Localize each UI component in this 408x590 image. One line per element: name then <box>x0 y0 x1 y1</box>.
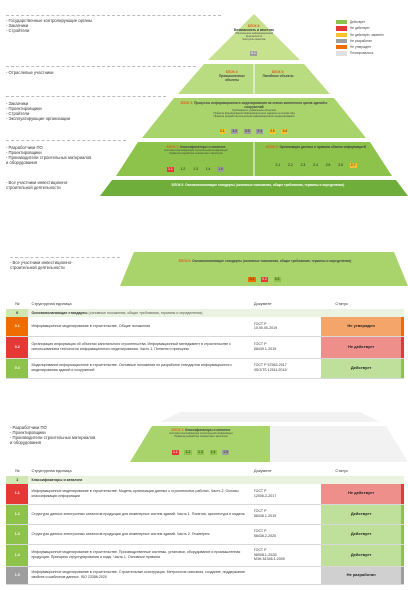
audience-line: - Проектировщики <box>10 430 46 435</box>
legend-swatch <box>336 51 347 55</box>
audience-line: и оборудования <box>6 160 37 165</box>
legend-label: Не разработан <box>350 38 372 43</box>
section-1-audience <box>10 425 140 445</box>
row-status: Не утвержден <box>321 317 401 336</box>
table-row <box>6 358 404 378</box>
row-status: Действует <box>321 544 401 566</box>
legend-swatch <box>336 45 347 49</box>
block-name: Основополагающие стандарты (основные положения, общие требования, термины и определения) <box>192 259 352 263</box>
legend-item <box>336 51 408 55</box>
legend-item <box>336 33 408 37</box>
block-1-label <box>140 145 252 175</box>
code-badge: 1.5 <box>218 167 223 171</box>
block-4-label <box>212 70 252 82</box>
row-doc: ГОСТ Р 58438.1-2019 <box>253 509 277 518</box>
legend-swatch <box>336 20 347 24</box>
code-badge: 1.4 <box>205 167 211 171</box>
row-doc: ГОСТ Р 12006-2-2017 <box>253 489 277 498</box>
code-badge: 0.3 <box>274 277 280 281</box>
header-doc: Документ <box>253 301 272 307</box>
row-status: Не действует <box>321 484 401 504</box>
block-title: БЛОК 2: <box>266 145 279 149</box>
audience-line: - Производители строительных материалов <box>6 155 92 160</box>
row-doc: ГОСТ Р 10.00.00-2019 <box>253 321 278 331</box>
code-badge: 3.6 <box>282 129 288 133</box>
group-row <box>6 476 404 484</box>
audience-line: - Все участники инвестиционно- <box>10 260 73 265</box>
code-badge: 2.6 <box>338 163 343 167</box>
block-name: Линейные объекты <box>262 74 294 78</box>
legend-label: Планировалось <box>350 51 374 56</box>
legend <box>336 20 408 58</box>
code-badge: 0.2 <box>262 277 267 281</box>
row-code: 1.4 <box>6 544 28 566</box>
table-row <box>6 317 404 336</box>
code-badge: 6.1 <box>251 51 256 55</box>
block-title: БЛОК 4: <box>225 70 239 74</box>
legend-swatch <box>336 26 347 30</box>
legend-label: Не действует <box>350 26 370 31</box>
audience-line: строительной деятельности <box>10 265 65 270</box>
code-badge: 2.1 <box>275 163 281 167</box>
section-1-table <box>6 467 404 585</box>
section-1-codes <box>134 440 268 458</box>
row-code: 0.2 <box>6 336 28 358</box>
block-sub: Правила формирования Информационного задания на основе ЖЦ <box>213 112 295 115</box>
block-sub: Система классификации строительной информации <box>164 149 228 152</box>
block-sub: Обеспечение информационной <box>234 32 274 35</box>
table-row <box>6 336 404 358</box>
row-text: Информационное моделирование в строительстве. Модель организации данных о строительных работах. Часть 2. Основы классификации информации <box>31 489 239 498</box>
block-sub: Правила разработки концепции информационного моделирования <box>213 115 295 118</box>
block-title: БЛОК 0: <box>171 183 185 187</box>
code-badge: 2.3 <box>300 163 306 167</box>
block-name: Основополагающие стандарты (основные положения, общие требования, термины и определения) <box>185 183 345 187</box>
group-note: (основные положения, общие требования, термины и определения) <box>88 310 203 315</box>
code-badge: 0.1 <box>249 277 255 281</box>
table-row <box>6 524 404 544</box>
block-title: БЛОК 0: <box>178 259 192 263</box>
code-badge: 1.2 <box>185 450 191 454</box>
row-code: 0.3 <box>6 358 28 378</box>
table-row <box>6 566 404 584</box>
audience-line: - Производители строительных материалов <box>10 435 96 440</box>
code-badge: 1.3 <box>193 167 198 171</box>
header-status: Статус <box>335 468 348 474</box>
audience-line: строительной деятельности <box>6 185 61 190</box>
row-code: 1.3 <box>6 524 28 544</box>
code-badge: 1.1 <box>168 167 173 171</box>
row-status: Действует <box>321 504 401 524</box>
header-unit: Структурная единица <box>31 468 72 474</box>
row-status: Действует <box>321 524 401 544</box>
audience-line: - Проектировщики <box>6 150 42 155</box>
code-badge: 3.5 <box>269 129 275 133</box>
block-3-codes <box>178 119 330 137</box>
block-sub: Правила разработки элементов и каталогов <box>169 152 223 155</box>
code-badge: 2.5 <box>325 163 331 167</box>
code-badge: 3.2 <box>232 129 238 133</box>
block-title: БЛОК 3: <box>180 101 194 105</box>
block-title: БЛОК 5: <box>271 70 285 74</box>
header-doc: Документ <box>253 468 272 474</box>
row-code: 0.1 <box>6 317 28 336</box>
block-5-label <box>258 70 298 78</box>
row-text: Структуры данных электронных каталогов продукции для инженерных систем зданий. Часть 1. Понятия, архитектура и модель <box>31 511 245 516</box>
block-title: БЛОК 6: <box>247 24 261 28</box>
block-3-label <box>178 101 330 137</box>
audience-line: - Стройтели <box>6 28 30 33</box>
code-badge: 1.1 <box>173 450 178 454</box>
code-badge: 1.5 <box>223 450 228 454</box>
block-sub: Требования к управлению объектом <box>232 109 276 112</box>
audience-line: - Стройтели <box>6 111 30 116</box>
row-text: Структуры данных электронных каталогов продукции для инженерных систем зданий. Часть 2. Геометрия <box>31 531 210 536</box>
audience-line: - Разработчики ПО <box>10 425 47 430</box>
group-title: Основополагающие стандарты <box>31 310 88 315</box>
section-1-bar-label <box>134 428 268 458</box>
code-badge: 3.4 <box>257 129 263 133</box>
legend-label: Не действует, заменён <box>350 32 384 37</box>
block-name: Промышленные объекты <box>219 74 245 82</box>
audience-line: - Разработчики ПО <box>6 145 43 150</box>
code-badge: 1.2 <box>180 167 186 171</box>
table-header <box>6 467 404 476</box>
header-num: № <box>15 301 20 307</box>
table-row <box>6 544 404 566</box>
audience-line: - Государственные контролирующие органы <box>6 18 92 23</box>
code-badge: 2.2 <box>288 163 293 167</box>
legend-item <box>336 39 408 43</box>
audience-line: - Эксплуатирующие организации <box>6 116 70 121</box>
section-0-codes <box>130 267 400 285</box>
table-header <box>6 300 404 309</box>
block-sub: Контроль качества <box>242 38 266 41</box>
row-text: Организация информации об объектах капитального строительства. Информационный менеджмент в строительстве с использованием технологии информационного моделирования. Часть 1. Понятия и принципы <box>31 342 231 351</box>
section-0-table <box>6 300 404 379</box>
code-badge: 2.7 <box>350 163 356 167</box>
legend-label: Действует <box>350 20 366 24</box>
row-code: 1.1 <box>6 484 28 504</box>
block-2-codes <box>258 153 374 171</box>
block-name: Классификаторы и каталоги <box>185 428 231 432</box>
audience-line: - Заказчики <box>6 101 29 106</box>
audience-line: и оборудования <box>10 440 41 445</box>
table-row <box>6 504 404 524</box>
row-code: 1.5 <box>6 566 28 584</box>
legend-swatch <box>336 39 347 43</box>
code-badge: 1.4 <box>210 450 216 454</box>
section-0-audience <box>10 260 120 270</box>
audience-line: - Отраслевые участники <box>6 70 54 75</box>
header-unit: Структурная единица <box>31 301 72 307</box>
block-sub: Система классификации строительной информации <box>169 432 233 435</box>
header-status: Статус <box>335 301 348 307</box>
block-title: БЛОК 1: <box>171 428 185 432</box>
row-text: Информационное моделирование в строительстве. Производственные системы, установки, оборудование и промышленная продукция. Принципы структурирования и коды. Часть 1. Основные правила <box>31 550 241 559</box>
block-name: Классификаторы и каталоги <box>180 145 226 149</box>
code-badge: 1.3 <box>198 450 203 454</box>
header-num: № <box>15 468 20 474</box>
code-badge: 2.4 <box>313 163 318 167</box>
group-code: 0 <box>6 309 28 317</box>
block-6-label <box>230 24 278 59</box>
legend-label: Не утверждён <box>350 45 371 49</box>
block-name: Безопасность и качество <box>234 28 274 32</box>
block-name: Процессы информационного моделирования на этапах жизненного цикла зданий и сооружений <box>194 101 328 109</box>
group-code: 1 <box>6 476 28 484</box>
block-name: Организация данных и правила обмена информацией <box>279 145 366 149</box>
row-status: Действует <box>321 358 401 378</box>
group-row <box>6 309 404 317</box>
legend-item <box>336 26 408 30</box>
row-status: Не разработан <box>321 566 401 584</box>
table-row <box>6 484 404 504</box>
row-text: Моделирование информационное в строительстве. Основные положения по разработке стандартов информационного моделирования зданий и сооружений <box>31 363 232 372</box>
row-code: 1.2 <box>6 504 28 524</box>
row-doc: ГОСТ Р 58439.1-2019 <box>253 342 277 351</box>
row-doc: ГОСТ Р 58908.1-2020/ МЭК 81346-1:2009 <box>253 548 285 562</box>
legend-item <box>336 45 408 49</box>
audience-line: - Все участники инвестиционно- <box>6 180 69 185</box>
row-doc <box>251 566 321 584</box>
divider <box>10 257 120 258</box>
section-0-bar-label <box>130 259 400 285</box>
legend-swatch <box>336 33 347 37</box>
row-text: Информационное моделирование в строительстве. Строительные конструкции. Метрология описания, создание, поддержание свойств и шаблонов данных. ISO 23386:2020 <box>31 570 246 579</box>
group-title: Классификаторы и каталоги <box>31 477 83 482</box>
block-2-label <box>258 145 374 171</box>
row-status: Не действует <box>321 336 401 358</box>
block-1-codes <box>140 157 252 175</box>
audience-line: - Проектировщики <box>6 106 42 111</box>
row-text: Информационное моделирование в строительстве. Общие положения <box>31 323 151 328</box>
row-doc: ГОСТ Р 58438.2-2020 <box>253 529 277 538</box>
code-badge: 3.3 <box>244 129 250 133</box>
block-sub: безопасности <box>245 35 263 38</box>
row-doc: ГОСТ Р 57563-2017 /ISO/TS 12911:2012/ <box>253 363 288 372</box>
block-sub: Правила разработки элементов и каталогов <box>174 435 228 438</box>
code-badge: 3.1 <box>219 129 225 133</box>
block-title: БЛОК 1: <box>166 145 180 149</box>
audience-line: - Заказчики <box>6 23 29 28</box>
block-0-label <box>112 183 404 187</box>
legend-item <box>336 20 408 24</box>
